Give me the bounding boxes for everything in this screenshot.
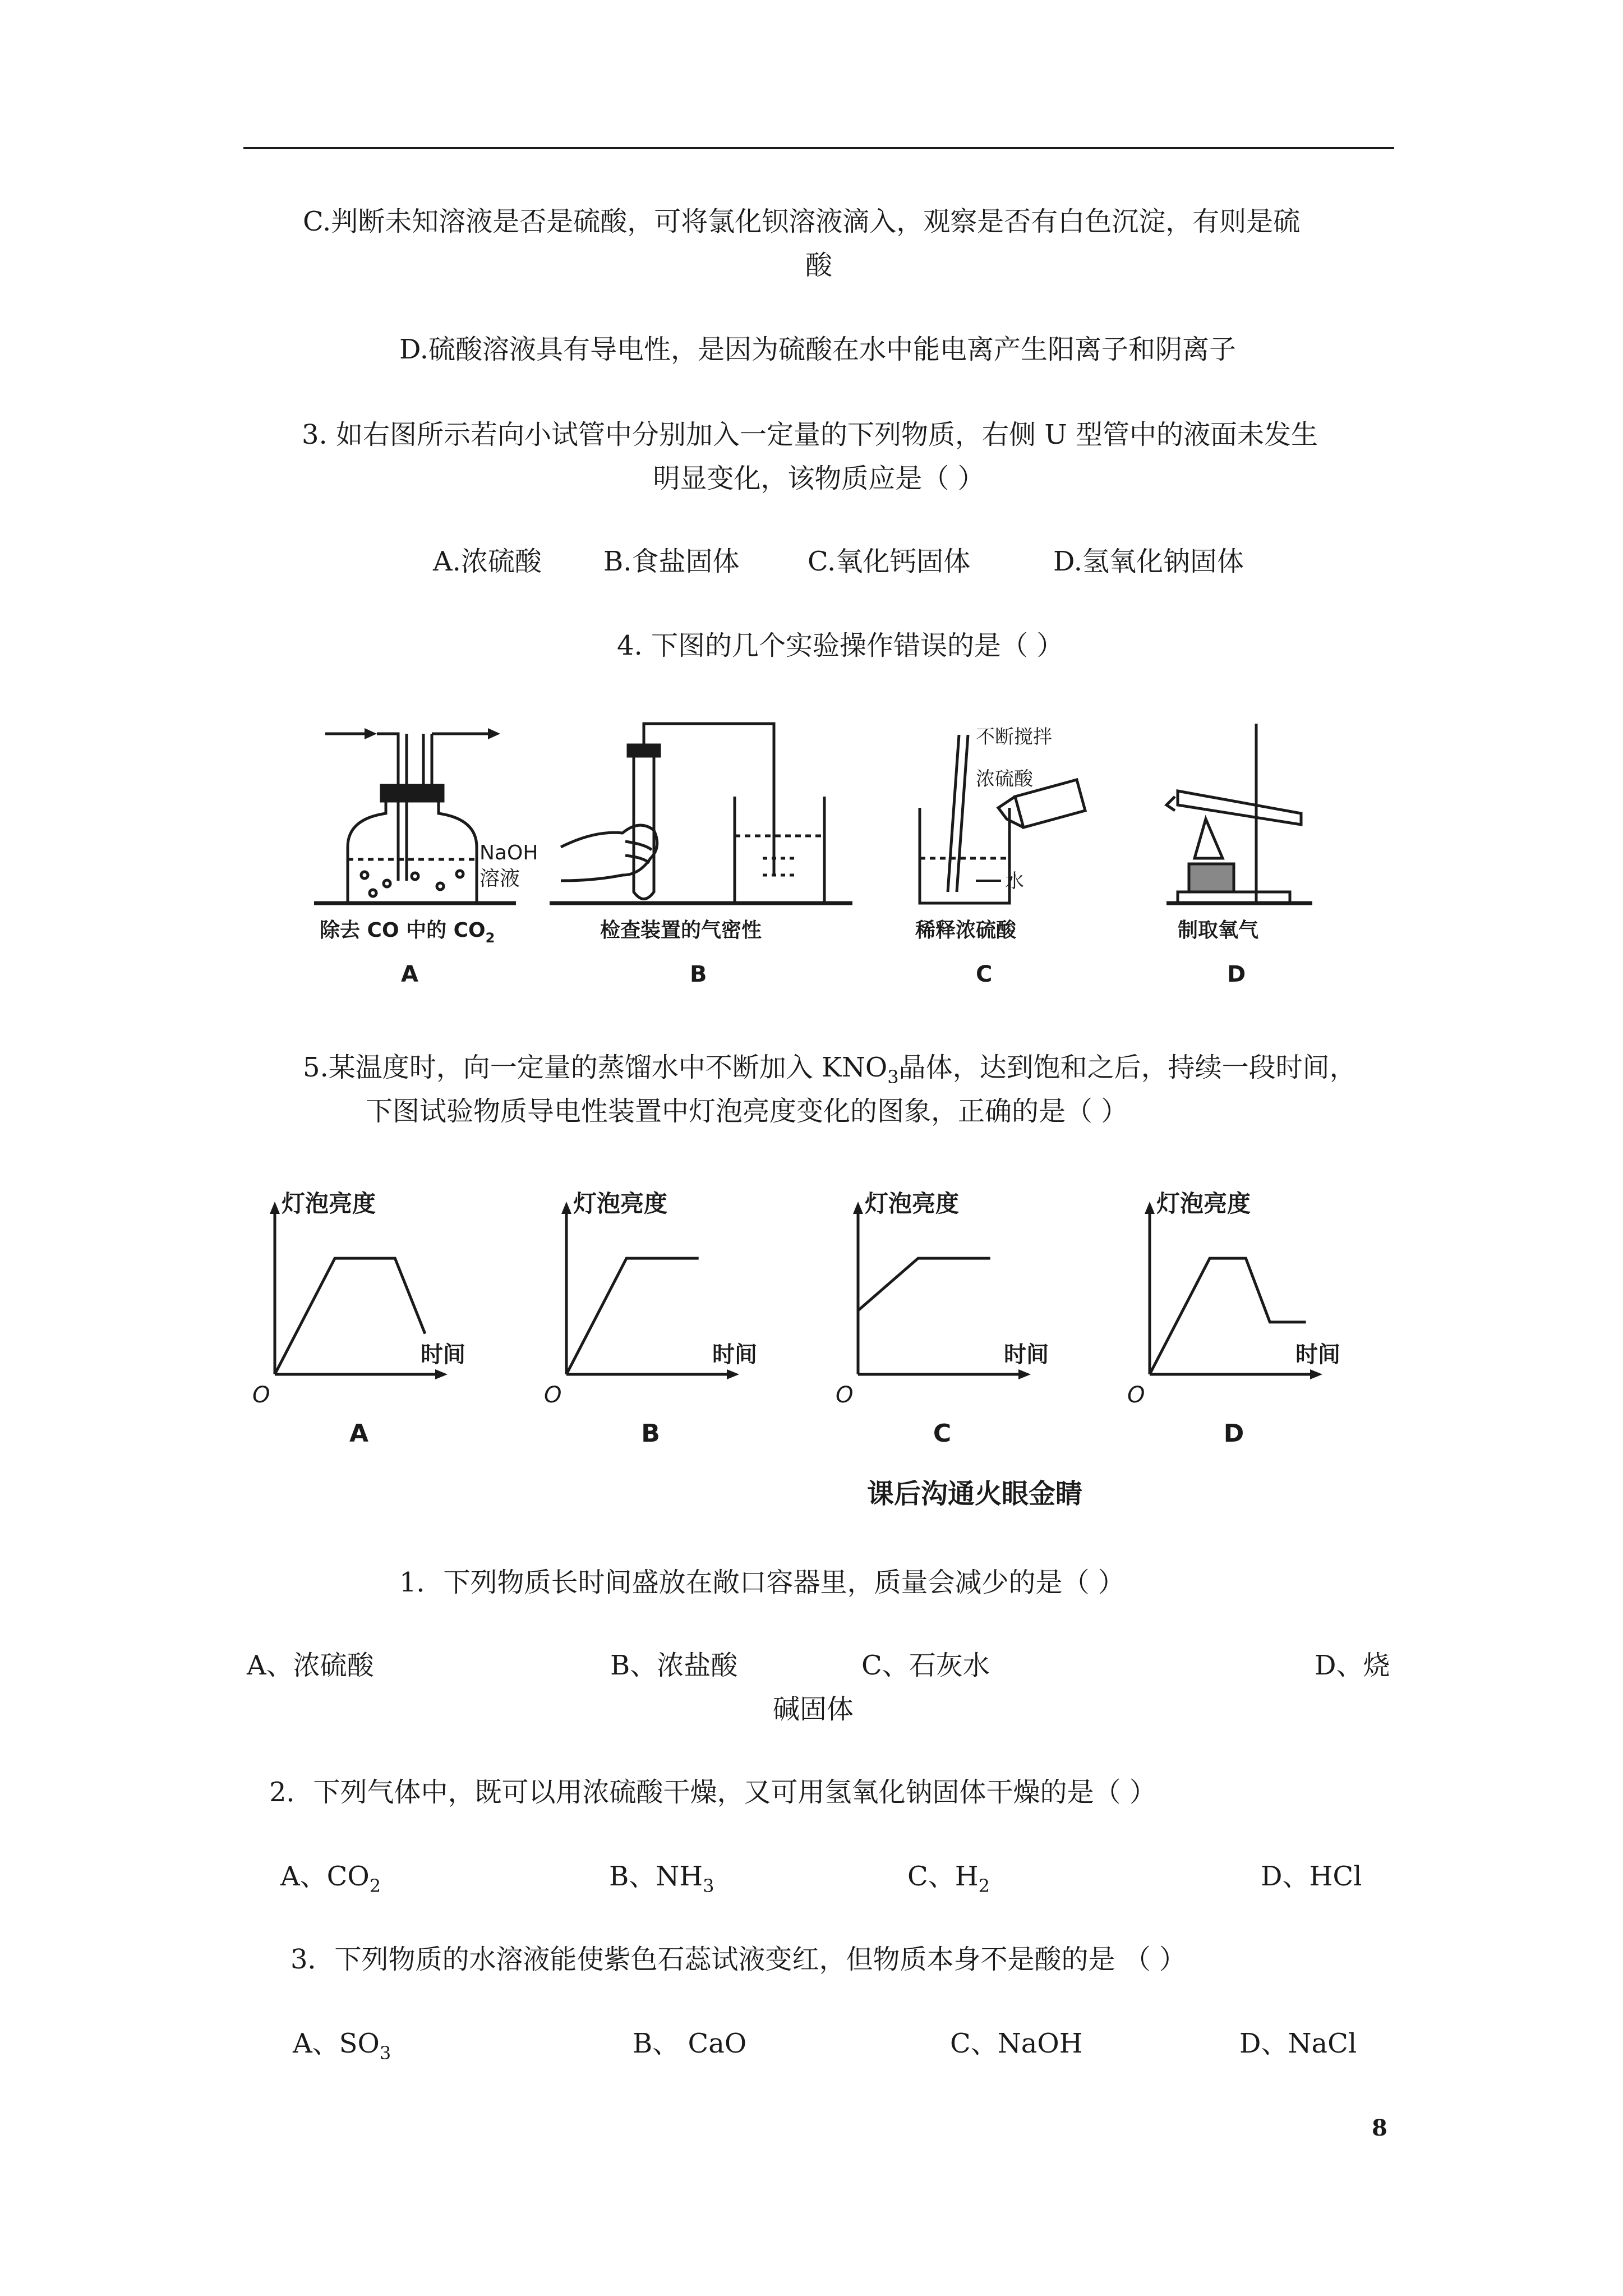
- q4-d-letter: D: [1227, 961, 1246, 987]
- q4-c-caption: 稀释浓硫酸: [915, 919, 1017, 942]
- q5-graphs: [247, 1172, 1368, 1464]
- page-number: 8: [1372, 2115, 1387, 2141]
- q3-line2: 明显变化，该物质应是（ ）: [653, 463, 985, 494]
- hw2-option-c: C、$H_2$: [907, 1861, 990, 1897]
- hw3-option-b: B、 CaO: [633, 2028, 747, 2059]
- hw2-option-d: D、HCl: [1261, 1861, 1362, 1892]
- graph-b-letter: B: [641, 1419, 660, 1448]
- hw1-stem: 1．下列物质长时间盛放在敞口容器里，质量会减少的是（ ）: [399, 1567, 1125, 1598]
- graph-d-series-line: [1150, 1258, 1306, 1374]
- q4-figure-d: [1166, 724, 1312, 903]
- q3-option-c: C.氧化钙固体: [808, 546, 971, 577]
- section-title: 课后沟通火眼金睛: [867, 1478, 1083, 1510]
- hw1-option-d-cont: 碱固体: [773, 1694, 854, 1725]
- graph-b-x-arrow: [727, 1369, 739, 1379]
- graph-a-y-label: 灯泡亮度: [282, 1190, 376, 1217]
- prev-option-c-line2: 酸: [805, 250, 832, 281]
- q4-a-label-solution: 溶液: [479, 867, 520, 890]
- q4-c-label-acid: 浓硫酸: [976, 768, 1033, 790]
- q4-c-label-water: 水: [1005, 870, 1024, 892]
- q4-stem: 4. 下图的几个实验操作错误的是（ ）: [617, 630, 1064, 661]
- graph-c-y-arrow: [853, 1202, 863, 1214]
- q4-c-label-stir: 不断搅拌: [976, 726, 1052, 748]
- q3-line1: 3. 如右图所示若向小试管中分别加入一定量的下列物质，右侧 U 型管中的液面未发生: [302, 419, 1318, 450]
- q3-option-d: D.氢氧化钠固体: [1053, 546, 1244, 577]
- hw1-option-d: D、烧: [1315, 1650, 1390, 1681]
- q4-b-caption: 检查装置的气密性: [600, 919, 762, 942]
- hw3-option-c: C、NaOH: [950, 2028, 1083, 2059]
- graph-a-origin: O: [252, 1382, 270, 1408]
- hw2-stem: 2．下列气体中，既可以用浓硫酸干燥，又可用氢氧化钠固体干燥的是（ ）: [269, 1777, 1156, 1808]
- q4-figures: [303, 712, 1380, 1004]
- hw3-option-d: D、NaCl: [1239, 2028, 1357, 2059]
- graph-d-x-label: 时间: [1295, 1342, 1340, 1368]
- graph-d-letter: D: [1223, 1419, 1244, 1448]
- hw2-option-b: B、$NH_3$: [609, 1861, 714, 1897]
- hw2-option-a: A、$CO_2$: [280, 1861, 381, 1897]
- graph-c-x-arrow: [1018, 1369, 1031, 1379]
- graph-c-series-line: [858, 1258, 990, 1310]
- prev-option-c-line1: C.判断未知溶液是否是硫酸，可将氯化钡溶液滴入，观察是否有白色沉淀，有则是硫: [303, 206, 1301, 237]
- graph-c-x-label: 时间: [1004, 1342, 1049, 1368]
- q4-a-letter: A: [401, 961, 418, 987]
- q4-d-caption: 制取氧气: [1178, 919, 1259, 942]
- graph-a-series-line: [275, 1258, 425, 1374]
- q4-figure-c: [920, 735, 1085, 903]
- q3-option-b: B.食盐固体: [603, 546, 740, 577]
- graph-b-y-label: 灯泡亮度: [573, 1190, 668, 1217]
- q4-figure-b: [550, 724, 852, 903]
- graph-d-x-arrow: [1310, 1369, 1322, 1379]
- q4-a-caption: 除去 CO 中的 $CO_2$: [320, 919, 495, 946]
- hw1-option-b: B、浓盐酸: [610, 1650, 738, 1681]
- q3-option-a: A.浓硫酸: [433, 546, 542, 577]
- graph-a-y-arrow: [270, 1202, 280, 1214]
- graph-b-origin: O: [544, 1382, 562, 1408]
- graph-b-x-label: 时间: [712, 1342, 757, 1368]
- graph-a-x-arrow: [435, 1369, 448, 1379]
- graph-d-y-label: 灯泡亮度: [1156, 1190, 1251, 1217]
- q4-b-letter: B: [690, 961, 707, 987]
- hw1-option-a: A、浓硫酸: [247, 1650, 374, 1681]
- graph-c-origin: O: [836, 1382, 854, 1408]
- hw3-stem: 3．下列物质的水溶液能使紫色石蕊试液变红，但物质本身不是酸的是 （ ）: [291, 1944, 1187, 1975]
- q5-line1: 5.某温度时，向一定量的蒸馏水中不断加入 $KNO_3$晶体，达到饱和之后，持续一段时间，: [303, 1052, 1357, 1088]
- prev-option-d: D.硫酸溶液具有导电性，是因为硫酸在水中能电离产生阳离子和阴离子: [399, 334, 1237, 365]
- hw3-option-a: A、$SO_3$: [293, 2028, 391, 2064]
- header-rule: [243, 147, 1394, 149]
- graph-c-y-label: 灯泡亮度: [865, 1190, 960, 1217]
- q4-c-letter: C: [976, 961, 993, 987]
- hw1-option-c: C、石灰水: [861, 1650, 990, 1681]
- graph-b-y-arrow: [561, 1202, 571, 1214]
- graph-d-y-arrow: [1145, 1202, 1155, 1214]
- graph-b-series-line: [566, 1258, 699, 1374]
- q5-line2: 下图试验物质导电性装置中灯泡亮度变化的图象，正确的是（ ）: [366, 1096, 1128, 1127]
- graph-a-x-label: 时间: [421, 1342, 465, 1368]
- graph-d-origin: O: [1127, 1382, 1145, 1408]
- q4-a-label-naoh: NaOH: [479, 841, 538, 864]
- graph-c-letter: C: [933, 1419, 952, 1448]
- graph-a-letter: A: [349, 1419, 369, 1448]
